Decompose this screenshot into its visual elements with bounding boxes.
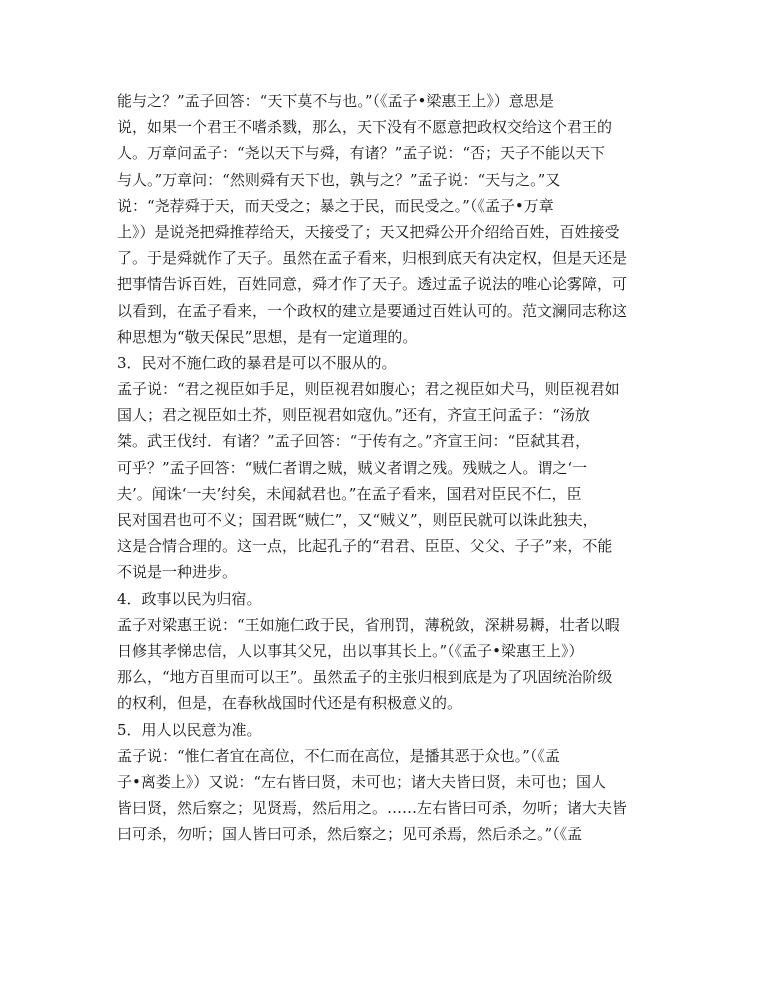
text-line: 那么，“地方百里而可以王”。虽然孟子的主张归根到底是为了巩固统治阶级: [117, 668, 613, 687]
text-line: 夫’。闻诛‘一夫’纣矣，未闻弑君也。”在孟子看来，国君对臣民不仁，臣: [117, 484, 582, 503]
text-line: 与人。”万章问：“然则舜有天下也，孰与之？”孟子说：“天与之。”又: [117, 170, 561, 189]
text-line: 曰可杀，勿听；国人皆曰可杀，然后察之；见可杀焉，然后杀之。”（《孟: [117, 825, 583, 844]
text-line: 把事情告诉百姓，百姓同意，舜才作了天子。透过孟子说法的唯心论雾障，可: [117, 275, 628, 294]
text-line: 子•离娄上》）又说：“左右皆曰贤，未可也；诸大夫皆曰贤，未可也；国人: [117, 772, 607, 791]
text-line: 民对国君也可不义；国君既“贼仁”，又“贼义”，则臣民就可以诛此独夫，: [117, 511, 598, 529]
text-line: 了。于是舜就作了天子。虽然在孟子看来，归根到底天有决定权，但是天还是: [117, 249, 628, 268]
section-heading: 5．用人以民意为准。: [117, 720, 262, 739]
text-line: 孟子说：“惟仁者宜在高位，不仁而在高位，是播其恶于众也。”（《孟: [117, 746, 560, 765]
text-line: 人。万章问孟子：“尧以天下与舜，有诸？”孟子说：“否；天子不能以天下: [117, 144, 606, 163]
text-line: 国人；君之视臣如土芥，则臣视君如寇仇。”还有，齐宣王问孟子：“汤放: [117, 406, 590, 425]
text-line: 说，如果一个君王不嗜杀戮，那么，天下没有不愿意把政权交给这个君王的: [117, 118, 613, 137]
text-line: 说：“尧荐舜于天，而天受之；暴之于民，而民受之。”（《孟子•万章: [117, 196, 554, 215]
text-line: 桀。武王伐纣．有诸？”孟子回答：“于传有之。”齐宣王问：“臣弑其君，: [117, 432, 591, 451]
text-line: 皆曰贤，然后察之；见贤焉，然后用之。……左右皆曰可杀，勿听；诸大夫皆: [117, 799, 628, 818]
text-line: 日修其孝悌忠信，人以事其父兄，出以事其长上。”（《孟子•梁惠王上》）: [117, 641, 584, 660]
text-line: 孟子说：“君之视臣如手足，则臣视君如腹心；君之视臣如犬马，则臣视君如: [117, 380, 620, 399]
text-line: 种思想为“敬天保民”思想，是有一定道理的。: [117, 327, 418, 346]
text-line: 这是合情合理的。这一点，比起孔子的“君君、臣臣、父父、子子”来，不能: [117, 537, 613, 556]
text-line: 孟子对梁惠王说：“王如施仁政于民，省刑罚，薄税敛，深耕易耨，壮者以暇: [117, 615, 620, 634]
section-heading: 4．政事以民为归宿。: [117, 589, 262, 608]
text-line: 能与之？”孟子回答：“天下莫不与也。”（《孟子•梁惠王上》）意思是: [117, 92, 554, 110]
text-line: 不说是一种进步。: [117, 563, 238, 582]
body-text: [117, 88, 637, 847]
section-heading: 3．民对不施仁政的暴君是可以不服从的。: [117, 353, 397, 372]
text-line: 的权利，但是，在春秋战国时代还是有积极意义的。: [117, 694, 463, 713]
text-line: 以看到，在孟子看来，一个政权的建立是要通过百姓认可的。范文澜同志称这: [117, 301, 628, 320]
text-line: 上》）是说尧把舜推荐给天，天接受了；天又把舜公开介绍给百姓，百姓接受: [117, 222, 620, 241]
text-line: 可乎？”孟子回答：“贼仁者谓之贼，贼义者谓之残。残贼之人。谓之‘一: [117, 458, 588, 477]
